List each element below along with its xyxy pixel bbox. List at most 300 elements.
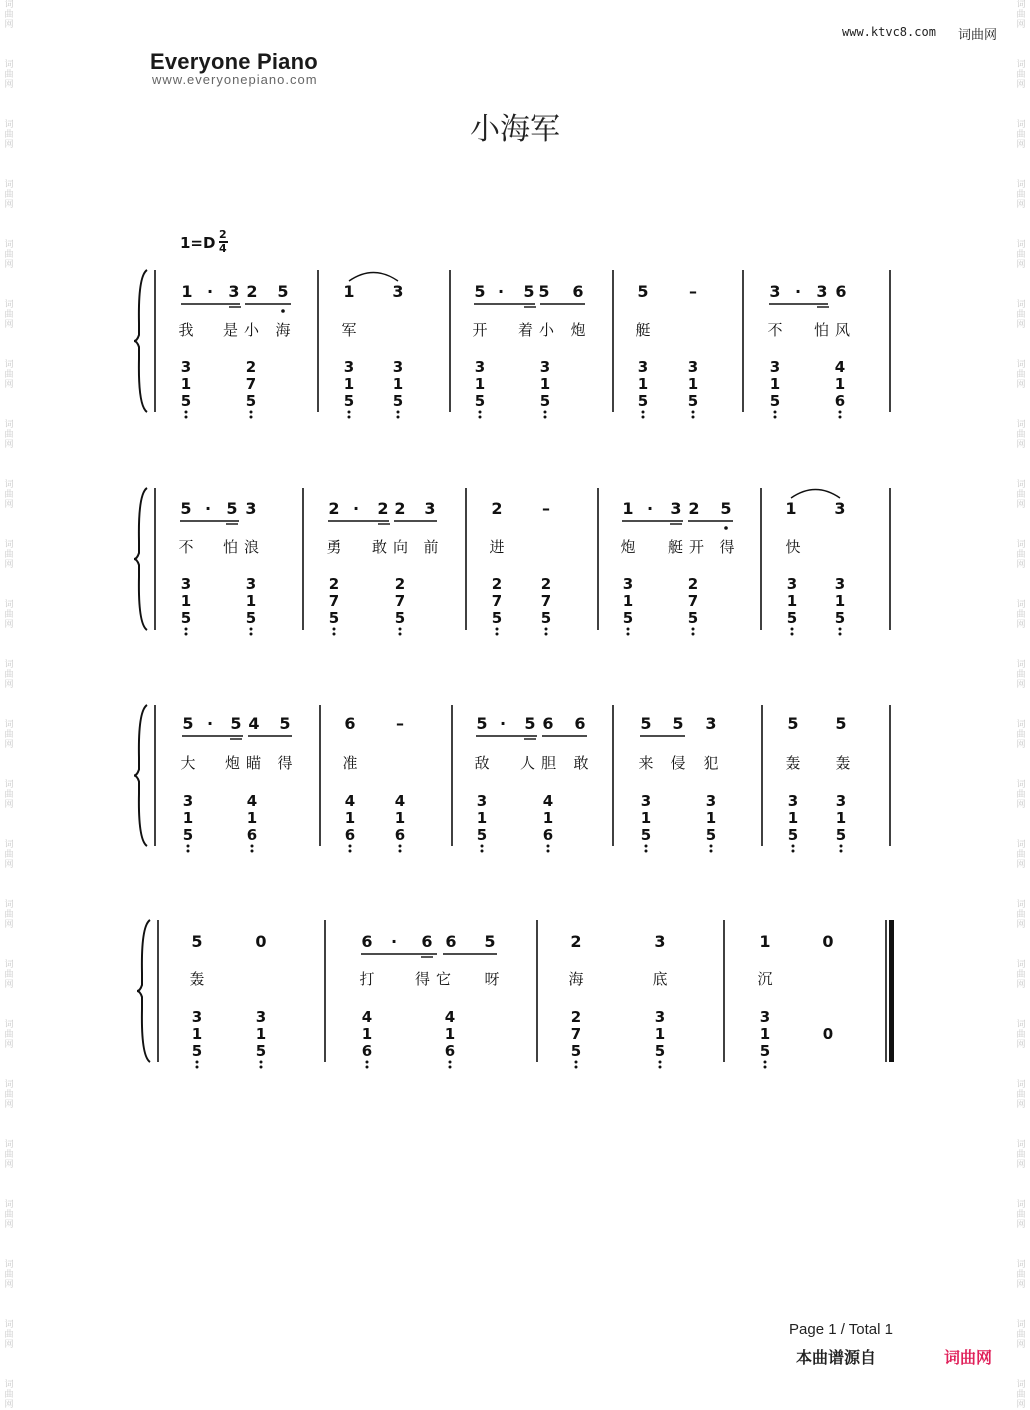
octave-dot — [250, 416, 253, 419]
octave-dot — [774, 411, 777, 414]
octave-dot — [839, 628, 842, 631]
watermark-mark: 词 曲 网 — [4, 1080, 14, 1110]
chord-note: 2 — [245, 358, 257, 376]
source-site: 词曲网 — [944, 1348, 993, 1367]
octave-dot — [251, 850, 254, 853]
lyric: 呀 — [484, 970, 500, 988]
lyric: 怕浪 — [222, 538, 266, 556]
octave-dot — [349, 850, 352, 853]
octave-dot — [764, 1066, 767, 1069]
watermark-mark: 词 曲 网 — [4, 780, 14, 810]
watermark-mark: 词 曲 网 — [4, 180, 14, 210]
chord-note: 6 — [394, 826, 406, 844]
chord-note: 5 — [570, 1042, 582, 1060]
octave-dot — [196, 1061, 199, 1064]
chord-note: 6 — [246, 826, 258, 844]
octave-dot — [481, 850, 484, 853]
watermark-mark: 词 曲 网 — [1016, 780, 1026, 810]
octave-dot — [496, 628, 499, 631]
chord-note: 4 — [444, 1008, 456, 1026]
octave-dot — [479, 411, 482, 414]
octave-dot — [692, 416, 695, 419]
melody-note: 5 — [672, 714, 684, 733]
chord-note: 5 — [182, 826, 194, 844]
site-name: 词曲网 — [958, 28, 998, 43]
octave-dot — [645, 845, 648, 848]
chord-note: 5 — [343, 392, 355, 410]
lyric: 人胆 — [519, 754, 563, 772]
octave-dot — [710, 845, 713, 848]
chord-note: 1 — [343, 375, 355, 393]
octave-dot — [839, 411, 842, 414]
chord-note: 3 — [687, 358, 699, 376]
lyric: 开 — [472, 321, 488, 339]
lyric: 炮 — [620, 538, 636, 556]
chord-note: 3 — [640, 792, 652, 810]
chord-note: 2 — [570, 1008, 582, 1026]
lyric: 艇开 — [667, 538, 711, 556]
chord-note: 4 — [344, 792, 356, 810]
melody-note: 3 — [705, 714, 717, 733]
watermark-mark: 词 曲 网 — [1016, 1320, 1026, 1350]
octave-dot — [479, 416, 482, 419]
watermark-mark: 词 曲 网 — [1016, 900, 1026, 930]
melody-note: 0 — [822, 932, 834, 951]
chord-note: 3 — [180, 358, 192, 376]
chord-note: 5 — [835, 826, 847, 844]
octave-dot — [645, 850, 648, 853]
chord-note: 1 — [182, 809, 194, 827]
watermark-mark: 词 曲 网 — [4, 120, 14, 150]
octave-dot — [575, 1066, 578, 1069]
octave-dot — [187, 845, 190, 848]
augmentation-dot: · — [352, 499, 360, 518]
augmentation-dot: · — [206, 282, 214, 301]
chord-note: 6 — [834, 392, 846, 410]
watermark-mark: 词 曲 网 — [1016, 720, 1026, 750]
chord-note: 7 — [687, 592, 699, 610]
sustain-dash: – — [396, 714, 404, 733]
chord-note: 5 — [637, 392, 649, 410]
octave-dot — [260, 1066, 263, 1069]
chord-note: 4 — [246, 792, 258, 810]
system-brace — [134, 705, 147, 846]
chord-note: 7 — [540, 592, 552, 610]
lyric: 前 — [423, 538, 439, 556]
lyric: 进 — [489, 538, 505, 556]
lyric: 海 — [275, 321, 291, 339]
watermark-mark: 词 曲 网 — [1016, 1260, 1026, 1290]
melody-note: 2 — [570, 932, 582, 951]
melody-note: 3 — [769, 282, 781, 301]
augmentation-dot: · — [794, 282, 802, 301]
melody-note: 5 — [524, 714, 536, 733]
melody-note: 5 — [279, 714, 291, 733]
lyric: 沉 — [757, 970, 773, 988]
chord-note: 5 — [328, 609, 340, 627]
melody-note: 6 — [572, 282, 584, 301]
chord-note: 5 — [540, 609, 552, 627]
chord-note: 3 — [392, 358, 404, 376]
watermark-mark: 词 曲 网 — [4, 60, 14, 90]
lyric: 侵 — [670, 754, 686, 772]
melody-note: 3 — [816, 282, 828, 301]
melody-note: 1 — [785, 499, 797, 518]
melody-note: 0 — [255, 932, 267, 951]
watermark-mark: 词 曲 网 — [1016, 1380, 1026, 1410]
chord-note: 1 — [444, 1025, 456, 1043]
melody-note: 3 — [670, 499, 682, 518]
octave-dot — [333, 633, 336, 636]
key-signature: 1=D — [180, 234, 216, 252]
chord-note: 2 — [394, 575, 406, 593]
watermark-mark: 词 曲 网 — [1016, 420, 1026, 450]
lyric: 我 — [178, 321, 194, 339]
chord-note: 1 — [539, 375, 551, 393]
melody-note: 3 — [834, 499, 846, 518]
chord-note: 3 — [476, 792, 488, 810]
chord-note: 1 — [542, 809, 554, 827]
system-brace — [137, 920, 150, 1062]
time-signature-bottom: 4 — [219, 242, 227, 255]
watermark-mark: 词 曲 网 — [4, 600, 14, 630]
chord-note: 5 — [539, 392, 551, 410]
watermark-mark: 词 曲 网 — [4, 1320, 14, 1350]
melody-note: 2 — [377, 499, 389, 518]
melody-note: 5 — [640, 714, 652, 733]
chord-note: 3 — [637, 358, 649, 376]
chord-note: 3 — [834, 575, 846, 593]
chord-note: 5 — [392, 392, 404, 410]
chord-note: 1 — [622, 592, 634, 610]
melody-note: 5 — [191, 932, 203, 951]
watermark-mark: 词 曲 网 — [1016, 60, 1026, 90]
chord-note: 6 — [542, 826, 554, 844]
chord-note: 5 — [759, 1042, 771, 1060]
octave-dot — [692, 411, 695, 414]
chord-note: 1 — [191, 1025, 203, 1043]
melody-note: 5 — [538, 282, 550, 301]
lyric: 海 — [568, 970, 584, 988]
octave-dot — [791, 633, 794, 636]
melody-note: 5 — [484, 932, 496, 951]
watermark-mark: 词 曲 网 — [4, 480, 14, 510]
chord-note: 3 — [255, 1008, 267, 1026]
chord-note: 3 — [622, 575, 634, 593]
chord-note: 1 — [787, 809, 799, 827]
watermark-mark: 词 曲 网 — [1016, 180, 1026, 210]
lyric: 来 — [638, 754, 654, 772]
watermark-mark: 词 曲 网 — [1016, 1140, 1026, 1170]
lyric: 打 — [359, 970, 375, 988]
chord-note: 3 — [835, 792, 847, 810]
chord-note: 3 — [182, 792, 194, 810]
chord-note: 1 — [759, 1025, 771, 1043]
melody-note: 2 — [246, 282, 258, 301]
melody-note: 1 — [343, 282, 355, 301]
lyric: 炮 — [570, 321, 586, 339]
watermark-mark: 词 曲 网 — [1016, 240, 1026, 270]
octave-dot — [840, 845, 843, 848]
octave-dot — [547, 845, 550, 848]
chord-note: 1 — [392, 375, 404, 393]
chord-note: 1 — [834, 592, 846, 610]
octave-dot — [185, 633, 188, 636]
melody-note: 6 — [361, 932, 373, 951]
system-brace — [134, 488, 147, 630]
song-title: 小海军 — [470, 112, 560, 147]
melody-note: 5 — [182, 714, 194, 733]
chord-note: 1 — [180, 375, 192, 393]
chord-note: 5 — [834, 609, 846, 627]
chord-note: 1 — [835, 809, 847, 827]
chord-note: 4 — [542, 792, 554, 810]
octave-dot — [544, 411, 547, 414]
lyric: 敢向 — [371, 538, 415, 556]
watermark-mark: 词 曲 网 — [4, 540, 14, 570]
chord-note: 1 — [637, 375, 649, 393]
lyric: 轰 — [835, 754, 851, 772]
melody-note: 3 — [392, 282, 404, 301]
watermark-mark: 词 曲 网 — [1016, 300, 1026, 330]
chord-note: 1 — [255, 1025, 267, 1043]
chord-note: 2 — [687, 575, 699, 593]
melody-note: 2 — [328, 499, 340, 518]
octave-dot — [774, 416, 777, 419]
watermark-mark: 词 曲 网 — [1016, 120, 1026, 150]
octave-dot — [575, 1061, 578, 1064]
watermark-mark: 词 曲 网 — [4, 1260, 14, 1290]
chord-note: 7 — [394, 592, 406, 610]
octave-dot — [791, 628, 794, 631]
chord-note: 6 — [344, 826, 356, 844]
watermark-mark: 词 曲 网 — [4, 1200, 14, 1230]
chord-note: 4 — [834, 358, 846, 376]
watermark-mark: 词 曲 网 — [1016, 600, 1026, 630]
octave-dot — [839, 633, 842, 636]
octave-dot — [659, 1066, 662, 1069]
octave-dot — [187, 850, 190, 853]
lyric: 怕风 — [813, 321, 857, 339]
octave-dot — [348, 411, 351, 414]
chord-note: 5 — [705, 826, 717, 844]
system-brace — [134, 270, 147, 412]
octave-dot — [251, 845, 254, 848]
chord-note: 1 — [705, 809, 717, 827]
octave-dot — [449, 1061, 452, 1064]
melody-note: 3 — [654, 932, 666, 951]
melody-note: 5 — [277, 282, 289, 301]
octave-dot — [496, 633, 499, 636]
watermark-mark: 词 曲 网 — [1016, 660, 1026, 690]
chord-note: 4 — [394, 792, 406, 810]
octave-dot — [449, 1066, 452, 1069]
chord-note: 1 — [245, 592, 257, 610]
octave-dot — [792, 845, 795, 848]
chord-note: 5 — [474, 392, 486, 410]
lyric: 轰 — [189, 970, 205, 988]
chord-note: 7 — [245, 375, 257, 393]
lyric: 艇 — [635, 321, 651, 339]
octave-dot — [250, 411, 253, 414]
chord-note: 2 — [540, 575, 552, 593]
lyric: 大 — [180, 754, 196, 772]
melody-note: 3 — [245, 499, 257, 518]
watermark-mark: 词 曲 网 — [4, 1140, 14, 1170]
chord-note: 3 — [705, 792, 717, 810]
octave-dot — [250, 633, 253, 636]
chord-note: 3 — [787, 792, 799, 810]
melody-note: 5 — [476, 714, 488, 733]
octave-dot — [545, 633, 548, 636]
octave-dot — [185, 411, 188, 414]
lyric: 不 — [178, 538, 194, 556]
chord-note: 7 — [328, 592, 340, 610]
melody-note: 1 — [622, 499, 634, 518]
chord-note: 1 — [180, 592, 192, 610]
chord-note: 3 — [180, 575, 192, 593]
watermark-mark: 词 曲 网 — [1016, 360, 1026, 390]
chord-note: 1 — [344, 809, 356, 827]
watermark-mark: 词 曲 网 — [1016, 840, 1026, 870]
chord-note: 5 — [245, 392, 257, 410]
chord-note: 4 — [361, 1008, 373, 1026]
melody-note: 6 — [421, 932, 433, 951]
octave-dot — [196, 1066, 199, 1069]
source-label: 本曲谱源自 — [796, 1348, 877, 1367]
lyric: 敢 — [573, 754, 589, 772]
lyric: 炮瞄 — [224, 754, 268, 772]
octave-dot — [349, 845, 352, 848]
chord-note: 5 — [640, 826, 652, 844]
octave-dot — [764, 1061, 767, 1064]
augmentation-dot: · — [204, 499, 212, 518]
chord-note: 3 — [474, 358, 486, 376]
octave-dot — [840, 850, 843, 853]
lyric: 得 — [277, 754, 293, 772]
melody-note: 2 — [688, 499, 700, 518]
melody-note: 5 — [720, 499, 732, 518]
octave-dot — [659, 1061, 662, 1064]
watermark-mark: 词 曲 网 — [4, 240, 14, 270]
melody-note: 1 — [759, 932, 771, 951]
octave-dot — [281, 309, 285, 313]
watermark-mark: 词 曲 网 — [4, 660, 14, 690]
watermark-mark: 词 曲 网 — [1016, 1080, 1026, 1110]
chord-note: 3 — [786, 575, 798, 593]
chord-note: 1 — [394, 809, 406, 827]
lyric: 是小 — [222, 321, 266, 339]
octave-dot — [724, 526, 728, 530]
octave-dot — [366, 1061, 369, 1064]
sustain-dash: – — [542, 499, 550, 518]
chord-note: 5 — [491, 609, 503, 627]
octave-dot — [399, 633, 402, 636]
chord-note: 2 — [491, 575, 503, 593]
chord-note: 6 — [444, 1042, 456, 1060]
watermark-mark: 词 曲 网 — [1016, 960, 1026, 990]
augmentation-dot: · — [390, 932, 398, 951]
chord-note: 5 — [255, 1042, 267, 1060]
chord-note: 7 — [491, 592, 503, 610]
watermark-mark: 词 曲 网 — [4, 360, 14, 390]
chord-note: 5 — [180, 609, 192, 627]
melody-note: 5 — [835, 714, 847, 733]
octave-dot — [399, 628, 402, 631]
lyric: 底 — [652, 970, 668, 988]
chord-note: 5 — [622, 609, 634, 627]
octave-dot — [710, 850, 713, 853]
melody-note: 1 — [181, 282, 193, 301]
slur — [349, 273, 398, 282]
octave-dot — [545, 628, 548, 631]
chord-note: 1 — [474, 375, 486, 393]
melody-note: 6 — [835, 282, 847, 301]
octave-dot — [627, 628, 630, 631]
octave-dot — [185, 628, 188, 631]
melody-note: 6 — [542, 714, 554, 733]
augmentation-dot: · — [646, 499, 654, 518]
watermark-mark: 词 曲 网 — [1016, 0, 1026, 30]
lyric: 敌 — [474, 754, 490, 772]
octave-dot — [544, 416, 547, 419]
chord-note: 1 — [246, 809, 258, 827]
watermark-mark: 词 曲 网 — [1016, 480, 1026, 510]
octave-dot — [366, 1066, 369, 1069]
octave-dot — [348, 416, 351, 419]
melody-note: 5 — [180, 499, 192, 518]
rest-note: 0 — [822, 1025, 834, 1043]
octave-dot — [397, 416, 400, 419]
octave-dot — [642, 416, 645, 419]
watermark-mark: 词 曲 网 — [4, 840, 14, 870]
chord-note: 3 — [759, 1008, 771, 1026]
watermark-mark: 词 曲 网 — [1016, 540, 1026, 570]
brand-url: www.everyonepiano.com — [152, 72, 318, 87]
lyric: 勇 — [326, 538, 342, 556]
melody-note: 3 — [424, 499, 436, 518]
melody-note: 6 — [344, 714, 356, 733]
lyric: 得 — [719, 538, 735, 556]
melody-note: 2 — [491, 499, 503, 518]
time-signature-top: 2 — [219, 228, 227, 241]
lyric: 轰 — [785, 754, 801, 772]
augmentation-dot: · — [497, 282, 505, 301]
melody-note: 5 — [787, 714, 799, 733]
watermark-mark: 词 曲 网 — [4, 300, 14, 330]
watermark-mark: 词 曲 网 — [1016, 1020, 1026, 1050]
brand-logo: Everyone Piano — [150, 49, 318, 74]
lyric: 军 — [341, 321, 357, 339]
lyric: 快 — [785, 538, 801, 556]
melody-note: 4 — [248, 714, 260, 733]
chord-note: 5 — [245, 609, 257, 627]
final-barline-thick — [889, 920, 894, 1062]
augmentation-dot: · — [499, 714, 507, 733]
lyric: 不 — [767, 321, 783, 339]
chord-note: 3 — [191, 1008, 203, 1026]
augmentation-dot: · — [206, 714, 214, 733]
melody-note: 5 — [230, 714, 242, 733]
chord-note: 1 — [769, 375, 781, 393]
watermark-mark: 词 曲 网 — [4, 0, 14, 30]
chord-note: 5 — [394, 609, 406, 627]
melody-note: 5 — [474, 282, 486, 301]
chord-note: 5 — [687, 392, 699, 410]
chord-note: 1 — [361, 1025, 373, 1043]
chord-note: 1 — [654, 1025, 666, 1043]
melody-note: 6 — [445, 932, 457, 951]
